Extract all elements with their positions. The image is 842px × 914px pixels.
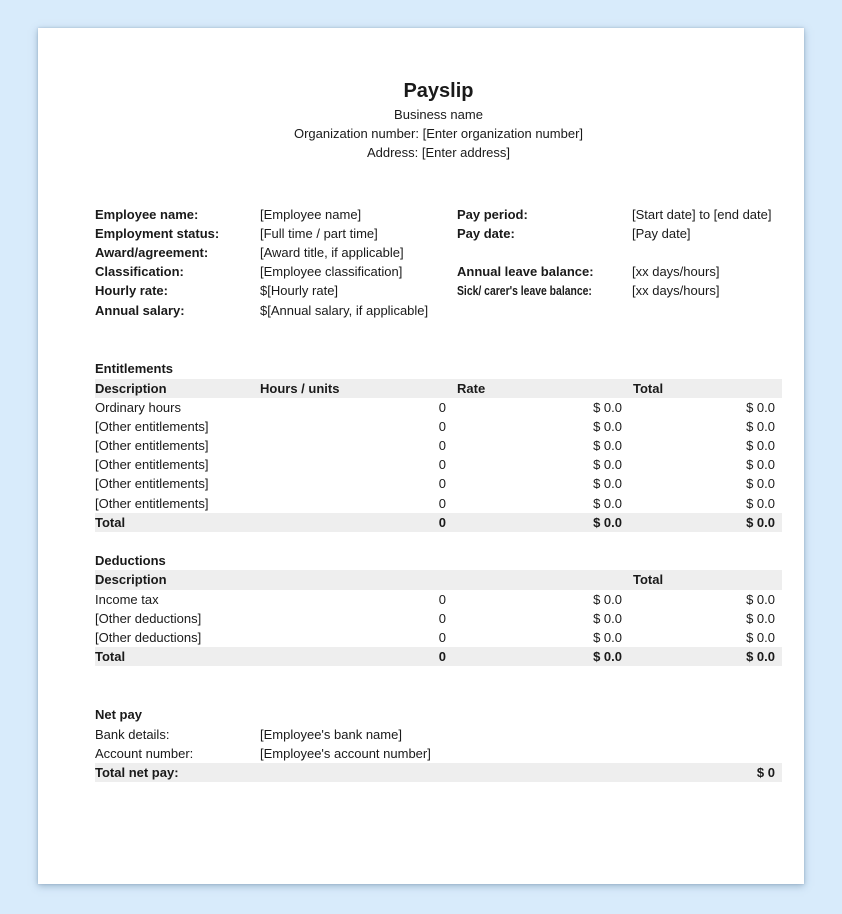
- header-description: Description: [95, 572, 167, 588]
- table-row: [95, 628, 782, 647]
- page-title: Payslip: [403, 80, 474, 102]
- detail-label: Annual salary:: [95, 302, 185, 318]
- table-row: [95, 455, 782, 474]
- net-pay-details: [95, 725, 782, 763]
- payslip-document: [38, 28, 804, 884]
- detail-label-text: Annual leave balance:: [457, 264, 594, 280]
- detail-label: [457, 243, 632, 262]
- cell-description: [Other entitlements]: [95, 495, 209, 511]
- net-pay-title: Net pay: [95, 707, 142, 723]
- detail-value: [xx days/hours]: [632, 283, 720, 299]
- detail-value: [Pay date]: [632, 225, 691, 241]
- net-pay-section: [95, 705, 782, 782]
- detail-label: Award/agreement:: [95, 244, 209, 260]
- detail-label: [457, 205, 632, 224]
- cell-total: $ 0.0: [746, 610, 775, 626]
- cell-total: $ 0.0: [746, 591, 775, 607]
- detail-label-text: Sick/ carer's leave balance:: [457, 283, 592, 299]
- detail-label: Classification:: [95, 264, 184, 280]
- table-row: [95, 398, 782, 417]
- cell-total: $ 0.0: [746, 399, 775, 415]
- detail-value: [Award title, if applicable]: [260, 244, 404, 260]
- cell-rate: $ 0.0: [593, 438, 622, 454]
- header-total: Total: [633, 380, 664, 396]
- table-row: [95, 590, 782, 609]
- business-name: Business name: [394, 107, 483, 122]
- total-rate: $ 0.0: [593, 514, 622, 530]
- cell-description: [Other entitlements]: [95, 457, 209, 473]
- total-rate: $ 0.0: [593, 649, 622, 665]
- deductions-title: Deductions: [95, 553, 166, 569]
- cell-hours-units: 0: [438, 629, 446, 645]
- detail-label-text: Pay date:: [457, 225, 515, 241]
- total-total: $ 0.0: [746, 649, 775, 665]
- table-row: [95, 474, 782, 493]
- header-description: Description: [95, 380, 167, 396]
- employee-details: [95, 205, 782, 320]
- cell-total: $ 0.0: [746, 457, 775, 473]
- cell-hours-units: 0: [438, 495, 446, 511]
- detail-label: [457, 224, 632, 243]
- detail-label: [457, 301, 632, 320]
- total-hours-units: 0: [438, 649, 446, 665]
- cell-hours-units: 0: [438, 457, 446, 473]
- table-total-row: [95, 647, 782, 666]
- detail-value: [Employee classification]: [260, 264, 403, 280]
- cell-total: $ 0.0: [746, 495, 775, 511]
- cell-rate: $ 0.0: [593, 610, 622, 626]
- detail-label: Employment status:: [95, 225, 220, 241]
- detail-value: [Employee name]: [260, 206, 362, 222]
- cell-rate: $ 0.0: [593, 476, 622, 492]
- organization-number-line: Organization number: [Enter organization number]: [293, 126, 584, 142]
- deductions-section: [95, 551, 782, 666]
- cell-hours-units: 0: [438, 418, 446, 434]
- total-hours-units: 0: [438, 514, 446, 530]
- cell-hours-units: 0: [438, 591, 446, 607]
- detail-value: [632, 243, 782, 262]
- cell-description: [Other entitlements]: [95, 418, 209, 434]
- entitlements-section: [95, 359, 782, 532]
- table-total-row: [95, 513, 782, 532]
- cell-rate: $ 0.0: [593, 591, 622, 607]
- cell-hours-units: 0: [438, 399, 446, 415]
- cell-description: Income tax: [95, 591, 159, 607]
- cell-description: [Other deductions]: [95, 629, 202, 645]
- detail-value: [xx days/hours]: [632, 264, 720, 280]
- detail-label: Employee name:: [95, 206, 199, 222]
- header-rate: Rate: [457, 380, 486, 396]
- cell-description: [Other entitlements]: [95, 476, 209, 492]
- detail-label-text: Pay period:: [457, 206, 528, 222]
- net-pay-row-label: Account number:: [95, 745, 194, 761]
- total-label: Total: [95, 649, 126, 665]
- document-content: [95, 78, 782, 782]
- header-hours-units: Hours / units: [260, 380, 340, 396]
- detail-label: [457, 281, 632, 300]
- detail-value: [632, 301, 782, 320]
- deductions-table: [95, 570, 782, 666]
- cell-hours-units: 0: [438, 476, 446, 492]
- table-row: [95, 609, 782, 628]
- total-net-pay-value: $ 0: [756, 764, 775, 780]
- cell-description: [Other entitlements]: [95, 438, 209, 454]
- total-label: Total: [95, 514, 126, 530]
- cell-hours-units: 0: [438, 438, 446, 454]
- cell-rate: $ 0.0: [593, 399, 622, 415]
- table-header-row: [95, 570, 782, 589]
- cell-total: $ 0.0: [746, 438, 775, 454]
- entitlements-title: Entitlements: [95, 361, 174, 377]
- net-pay-row-label: Bank details:: [95, 726, 170, 742]
- cell-rate: $ 0.0: [593, 495, 622, 511]
- net-pay-row-value: [Employee's bank name]: [260, 726, 402, 742]
- detail-value: $[Annual salary, if applicable]: [260, 302, 429, 318]
- cell-total: $ 0.0: [746, 629, 775, 645]
- cell-description: Ordinary hours: [95, 399, 181, 415]
- cell-rate: $ 0.0: [593, 418, 622, 434]
- header-total: Total: [633, 572, 664, 588]
- cell-rate: $ 0.0: [593, 629, 622, 645]
- cell-total: $ 0.0: [746, 476, 775, 492]
- total-net-pay-label: Total net pay:: [95, 764, 179, 780]
- table-row: [95, 494, 782, 513]
- table-row: [95, 436, 782, 455]
- table-header-row: [95, 379, 782, 398]
- entitlements-table: [95, 379, 782, 533]
- header-rate: [448, 570, 623, 589]
- total-total: $ 0.0: [746, 514, 775, 530]
- cell-total: $ 0.0: [746, 418, 775, 434]
- cell-rate: $ 0.0: [593, 457, 622, 473]
- detail-value: [Start date] to [end date]: [632, 206, 772, 222]
- total-net-pay-row: [95, 763, 782, 782]
- document-header: [95, 78, 782, 163]
- table-row: [95, 417, 782, 436]
- detail-label: Hourly rate:: [95, 283, 168, 299]
- address-line: Address: [Enter address]: [366, 145, 511, 161]
- detail-label: [457, 262, 632, 281]
- detail-value: $[Hourly rate]: [260, 283, 339, 299]
- net-pay-row-value: [Employee's account number]: [260, 745, 431, 761]
- header-hours-units: [260, 570, 448, 589]
- cell-hours-units: 0: [438, 610, 446, 626]
- cell-description: [Other deductions]: [95, 610, 202, 626]
- detail-value: [Full time / part time]: [260, 225, 378, 241]
